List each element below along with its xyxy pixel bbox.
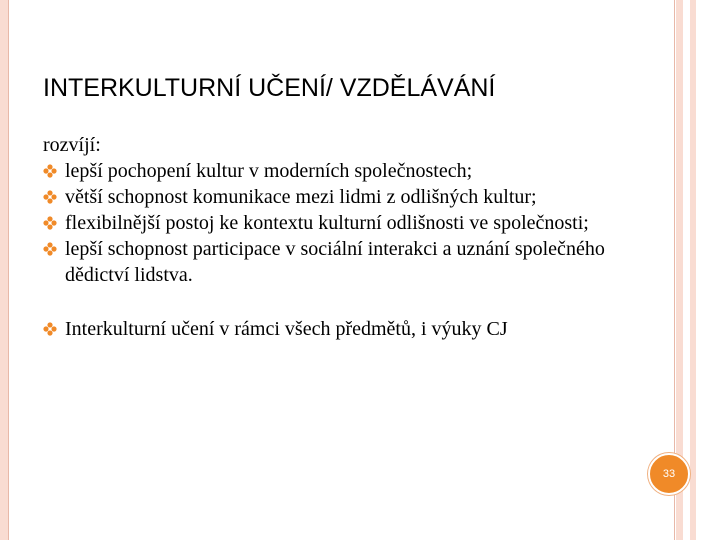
left-decor-stripe xyxy=(0,0,8,540)
flower-bullet-icon xyxy=(43,164,57,178)
slide-body xyxy=(43,132,643,342)
bullet-item xyxy=(43,210,643,236)
flower-bullet-icon xyxy=(43,322,57,336)
right-decor-stripe-2 xyxy=(690,0,696,540)
intro-text: rozvíjí: xyxy=(43,134,101,156)
bullet-item xyxy=(43,184,643,210)
flower-bullet-icon xyxy=(43,216,57,230)
bullet-text: větší schopnost komunikace mezi lidmi z odlišných kultur; xyxy=(65,186,537,208)
bullet-text: lepší pochopení kultur v moderních společnostech; xyxy=(65,160,473,182)
bullet-item xyxy=(43,158,643,184)
slide-title: INTERKULTURNÍ UČENÍ/ VZDĚLÁVÁNÍ xyxy=(43,74,496,102)
bullet-item-final xyxy=(43,316,643,342)
bullet-text: lepší schopnost participace v sociální interakci a uznání společného dědictví lidstva. xyxy=(65,238,605,286)
flower-bullet-icon xyxy=(43,242,57,256)
flower-bullet-icon xyxy=(43,190,57,204)
bullet-text: flexibilnější postoj ke kontextu kulturní odlišnosti ve společnosti; xyxy=(65,212,589,234)
page-number-badge: 33 xyxy=(648,453,690,495)
bullet-text: Interkulturní učení v rámci všech předmětů, i výuky CJ xyxy=(65,318,508,340)
bullet-item xyxy=(43,236,643,288)
spacer xyxy=(43,288,643,316)
